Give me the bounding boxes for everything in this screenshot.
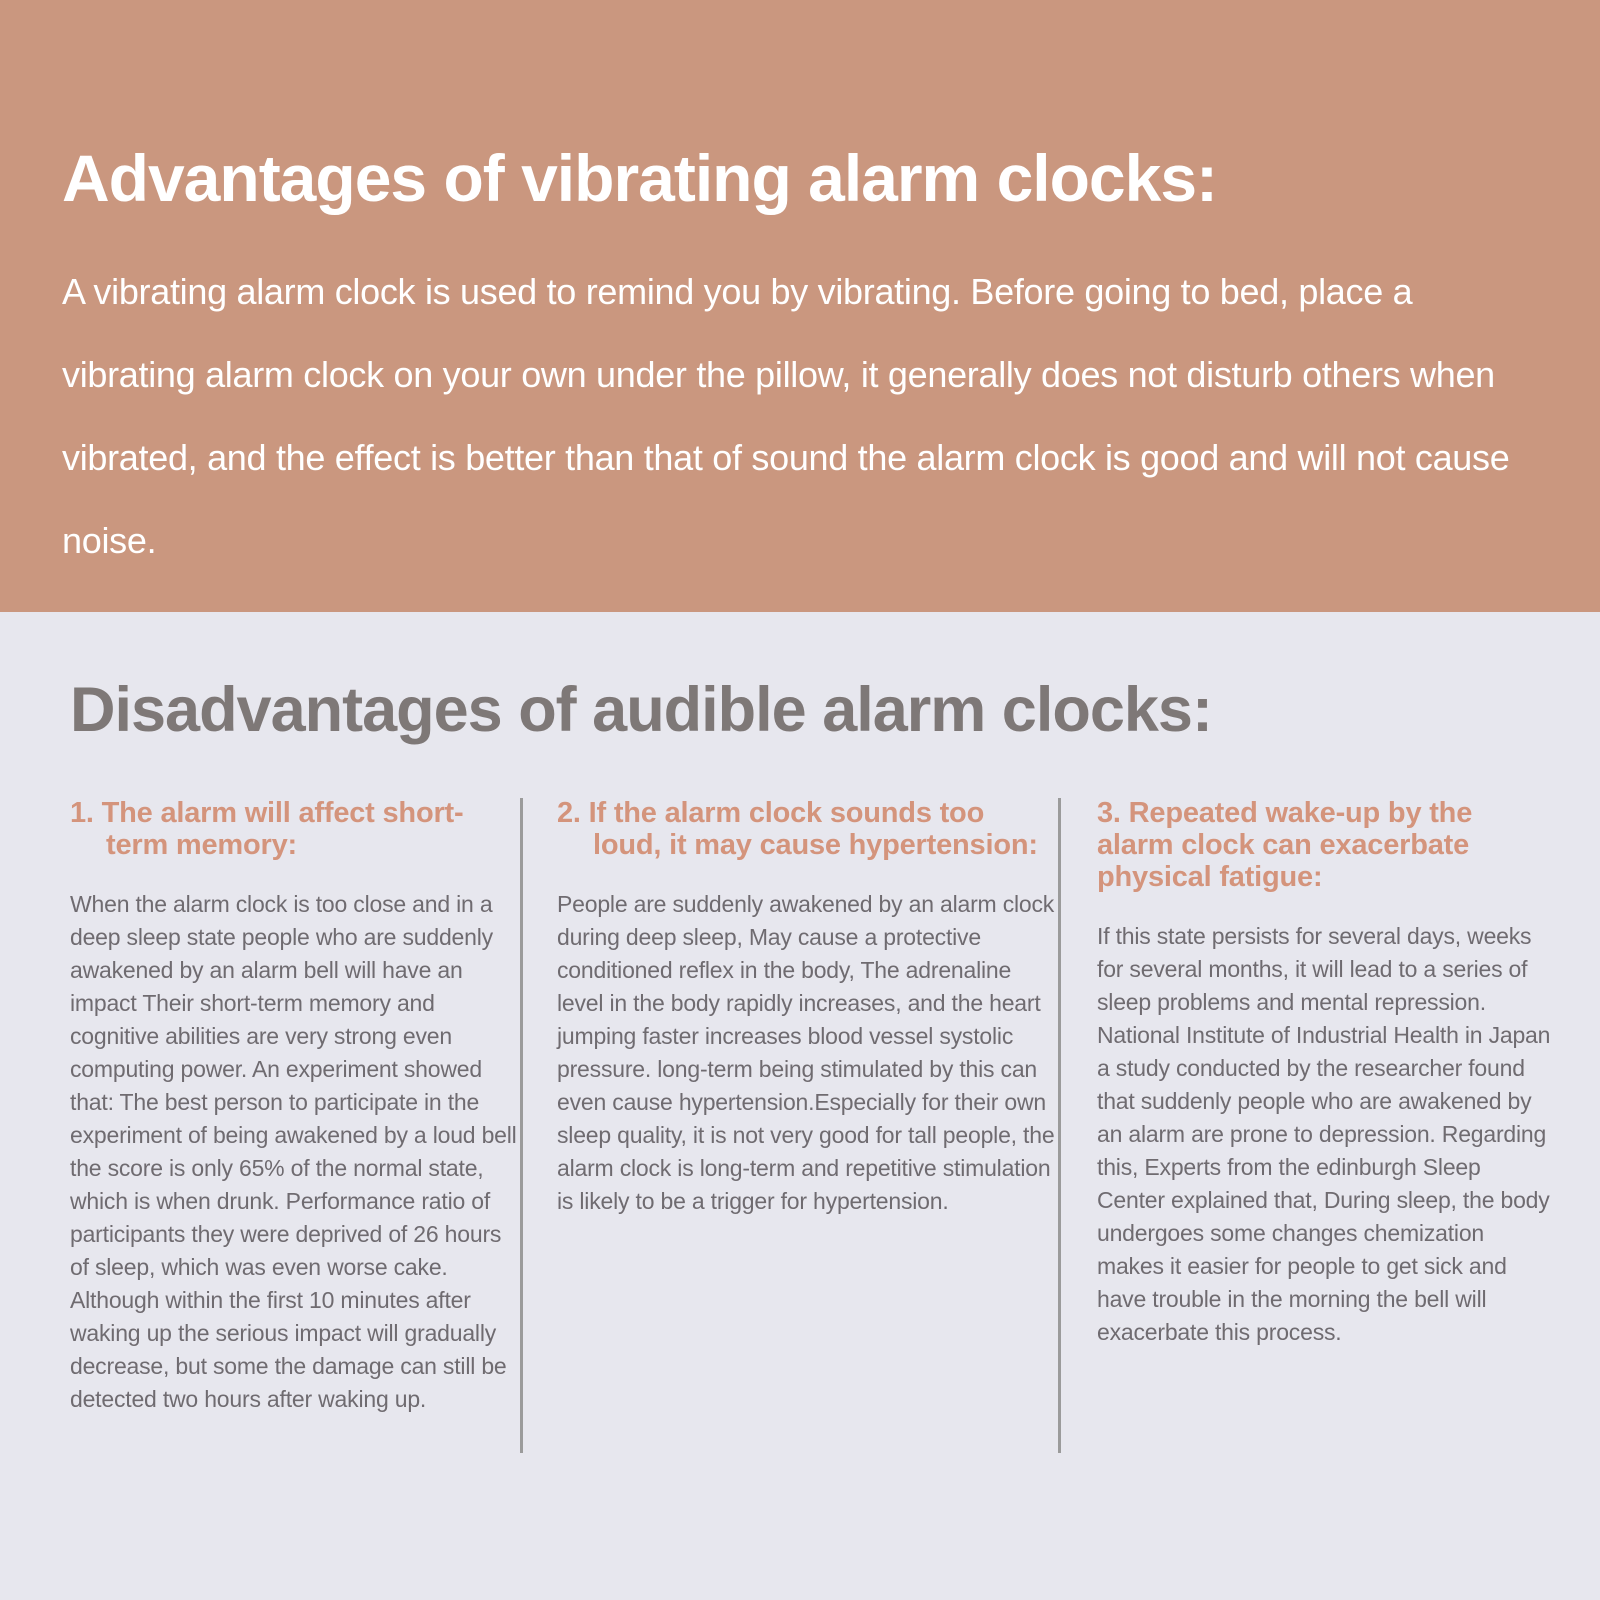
disadvantages-columns: [0, 798, 1600, 1453]
disadvantage-item-2: [523, 798, 1058, 1218]
advantages-paragraph: A vibrating alarm clock is used to remind you by vibrating. Before going to bed, place a vibrating alarm clock on your own under the pillow, it generally does not disturb others when vibrated, and the effect is better than that of sound the alarm clock is good and will not cause noise.: [62, 271, 1510, 561]
disadvantages-section: [0, 612, 1600, 1600]
advantages-section: [0, 0, 1600, 612]
disadvantage-1-heading: 1. The alarm will affect short-term memory:: [70, 797, 464, 862]
disadvantage-1-body: When the alarm clock is too close and in a deep sleep state people who are suddenly awakened by an alarm bell will have an impact Their short-term memory and cognitive abilities are very strong even computing power. An experiment showed that: The best person to participate in the experiment of being awakened by a loud bell the score is only 65% of the normal state, which is when drunk. Performance ratio of participants they were deprived of 26 hours of sleep, which was even worse cake. Although within the first 10 minutes after waking up the serious impact will gradually decrease, but some the damage can still be detected two hours after waking up.: [70, 891, 517, 1413]
disadvantage-2-body: People are suddenly awakened by an alarm clock during deep sleep, May cause a protective conditioned reflex in the body, The adrenaline level in the body rapidly increases, and the heart jumping faster increases blood vessel systolic pressure. long-term being stimulated by this can even cause hypertension.Especially for their own sleep quality, it is not very good for tall people, the alarm clock is long-term and repetitive stimulation is likely to be a trigger for hypertension.: [557, 891, 1055, 1215]
disadvantage-2-heading: 2. If the alarm clock sounds too loud, it may cause hypertension:: [557, 797, 1038, 862]
disadvantage-3-heading: 3. Repeated wake-up by the alarm clock can exacerbate physical fatigue:: [1097, 797, 1473, 894]
disadvantage-3-body: If this state persists for several days, weeks for several months, it will lead to a series of sleep problems and mental repression. National Institute of Industrial Health in Japan a study conducted by the researcher found that suddenly people who are awakened by an alarm are prone to depression. Regarding this, Experts from the edinburgh Sleep Center explained that, During sleep, the body undergoes some changes chemization makes it easier for people to get sick and have trouble in the morning the bell will exacerbate this process.: [1097, 923, 1551, 1346]
disadvantages-title: Disadvantages of audible alarm clocks:: [70, 675, 1212, 745]
disadvantage-item-1: [70, 798, 520, 1416]
disadvantage-item-3: [1061, 798, 1600, 1349]
advantages-title: Advantages of vibrating alarm clocks:: [62, 141, 1218, 215]
